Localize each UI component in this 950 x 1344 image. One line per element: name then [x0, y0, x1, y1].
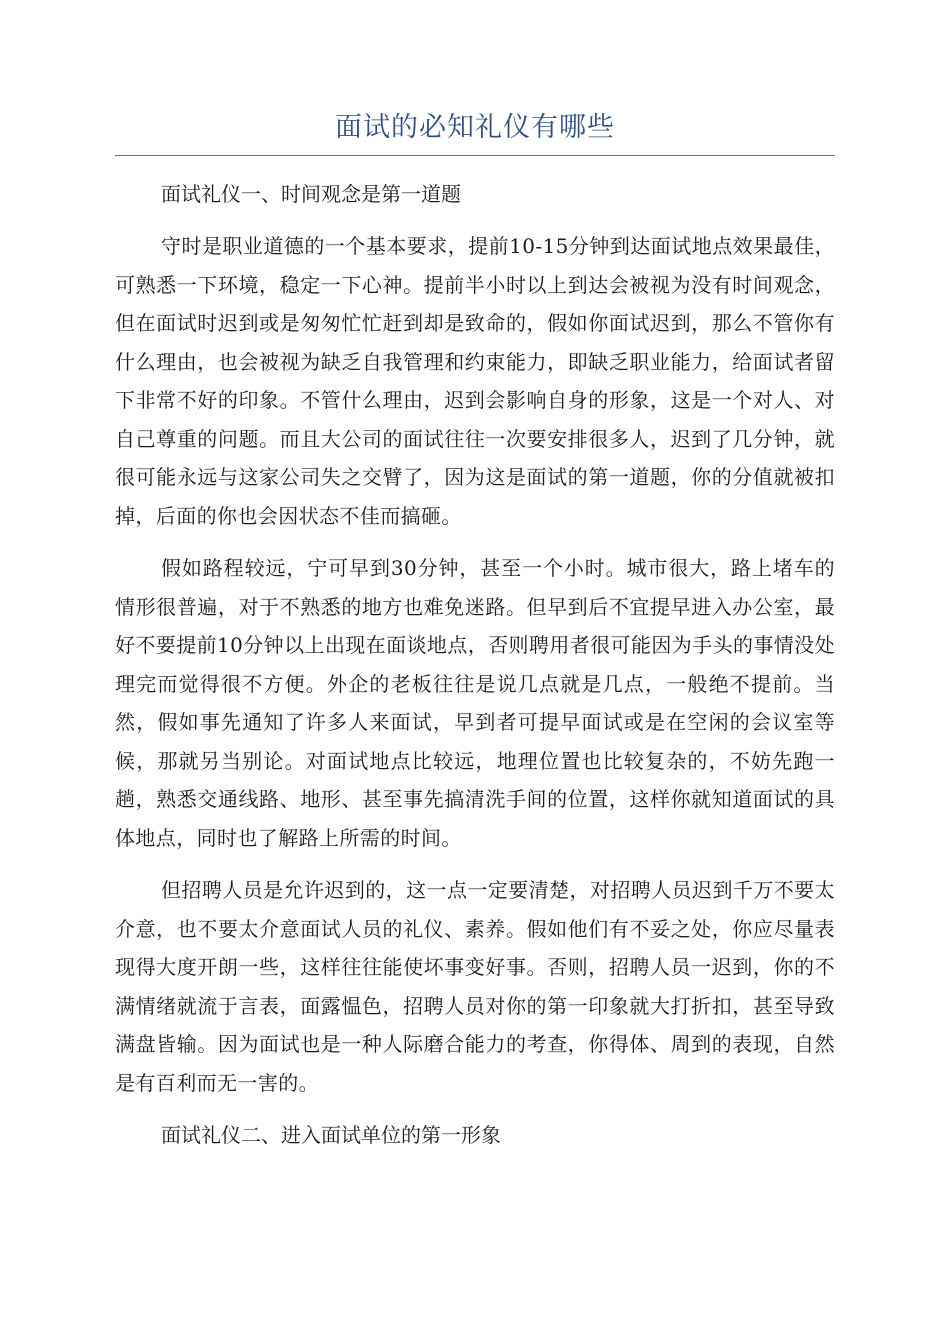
title-underline [115, 155, 835, 156]
section-heading-1: 面试礼仪一、时间观念是第一道题 [161, 182, 461, 206]
section-heading-2: 面试礼仪二、进入面试单位的第一形象 [161, 1123, 501, 1147]
document-title: 面试的必知礼仪有哪些 [335, 112, 615, 143]
paragraph-3: 但招聘人员是允许迟到的，这一点一定要清楚，对招聘人员迟到千万不要太介意，也不要太介意面试人员的礼仪、素养。假如他们有不妥之处，你应尽量表现得大度开朗一些，这样往往能使坏事变好事。否则，招聘人员一迟到，你的不满情绪就流于言表，面露愠色，招聘人员对你的第一印象就大打折扣，甚至导致满盘皆输。因为面试也是一种人际磨合能力的考查，你得体、周到的表现，自然是有百利而无一害的。 [115, 878, 835, 1095]
document-body [115, 175, 835, 1168]
paragraph-2: 假如路程较远，宁可早到30分钟，甚至一个小时。城市很大，路上堵车的情形很普遍，对于不熟悉的地方也难免迷路。但早到后不宜提早进入办公室，最好不要提前10分钟以上出现在面谈地点，否则聘用者很可能因为手头的事情没处理完而觉得很不方便。外企的老板往往是说几点就是几点，一般绝不提前。当然，假如事先通知了许多人来面试，早到者可提早面试或是在空闲的会议室等候，那就另当别论。对面试地点比较远，地理位置也比较复杂的，不妨先跑一趟，熟悉交通线路、地形、甚至事先搞清洗手间的位置，这样你就知道面试的具体地点，同时也了解路上所需的时间。 [115, 556, 835, 850]
paragraph-1: 守时是职业道德的一个基本要求，提前10-15分钟到达面试地点效果最佳，可熟悉一下环境，稳定一下心神。提前半小时以上到达会被视为没有时间观念，但在面试时迟到或是匆匆忙忙赶到却是致命的，假如你面试迟到，那么不管你有什么理由，也会被视为缺乏自我管理和约束能力，即缺乏职业能力，给面试者留下非常不好的印象。不管什么理由，迟到会影响自身的形象，这是一个对人、对自己尊重的问题。而且大公司的面试往往一次要安排很多人，迟到了几分钟，就很可能永远与这家公司失之交臂了，因为这是面试的第一道题，你的分值就被扣掉，后面的你也会因状态不佳而搞砸。 [115, 234, 835, 528]
